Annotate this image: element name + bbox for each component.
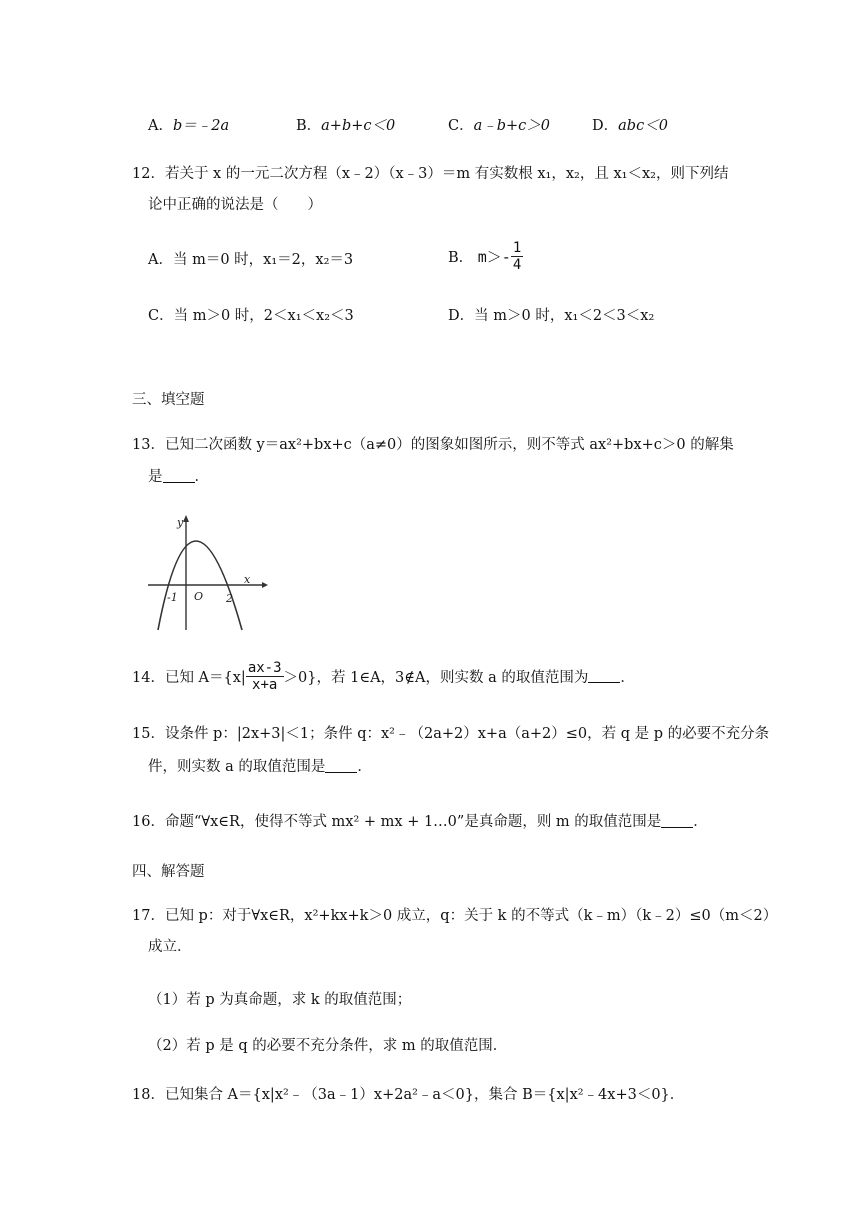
q18-line: 18．已知集合 A＝{x|x²﹣（3a﹣1）x+2a²﹣a＜0}，集合 B＝{x|x²﹣4x+3＜0}． <box>132 1087 685 1103</box>
y-axis-label: y <box>177 516 184 529</box>
q12-option-a: A．当 m＝0 时，x₁＝2，x₂＝3 <box>148 252 354 268</box>
q12-option-b-fraction: $\frac{1}{4}$ <box>512 240 522 273</box>
x-axis-arrow <box>262 582 268 588</box>
q11-option-b: B．a+b+c＜0 <box>296 118 396 134</box>
q11-option-d: D．abc＜0 <box>592 118 668 134</box>
q11-option-c: C．a﹣b+c＞0 <box>448 118 551 134</box>
q17-sub1: （1）若 p 为真命题，求 k 的取值范围； <box>148 992 412 1008</box>
tick-label-2: 2 <box>226 592 233 605</box>
q12-line1: 12．若关于 x 的一元二次方程（x﹣2）（x﹣3）＝m 有实数根 x₁，x₂，且 x₁＜x₂，则下列结 <box>132 166 729 182</box>
q12-option-d: D．当 m＞0 时，x₁＜2＜3＜x₂ <box>448 308 655 324</box>
tick-label-neg1: -1 <box>167 591 178 604</box>
q14-fraction: $\frac{ax-3}{x+a}$ <box>247 660 282 693</box>
q17-line2: 成立． <box>148 939 192 955</box>
section-title-fill-in: 三、填空题 <box>132 392 205 408</box>
y-axis-arrow <box>183 515 189 522</box>
q13-line1: 13．已知二次函数 y＝ax²+bx+c（a≠0）的图象如图所示，则不等式 ax²+bx+c＞0 的解集 <box>132 437 734 453</box>
q14-line: 14．已知 A＝{x| $\frac{ax-3}{x+a}$ ＞0}，若 1∈A，3∉A，则实数 a 的取值范围为 ． <box>132 660 635 693</box>
origin-label: O <box>194 590 204 603</box>
q17-sub2: （2）若 p 是 q 的必要不充分条件，求 m 的取值范围． <box>148 1038 508 1054</box>
section-title-solutions: 四、解答题 <box>132 864 205 880</box>
q15-line2: 件，则实数 a 的取值范围是 ． <box>148 759 372 775</box>
x-axis-label: x <box>244 573 251 586</box>
q16-line: 16．命题“∀x∈R，使得不等式 mx² + mx + 1…0”是真命题，则 m 的取值范围是 ． <box>132 814 708 830</box>
q15-answer-blank[interactable] <box>325 760 357 773</box>
q14-answer-blank[interactable] <box>588 670 620 683</box>
q13-line2: 是 ． <box>148 469 209 485</box>
q17-line1: 17．已知 p：对于∀x∈R，x²+kx+k＞0 成立，q：关于 k 的不等式（k﹣m）（k﹣2）≤0（m＜2） <box>132 908 778 924</box>
q12-line2: 论中正确的说法是（ ） <box>148 197 322 213</box>
q12-option-b: B． m＞- $\frac{1}{4}$ <box>448 240 522 273</box>
q16-answer-blank[interactable] <box>661 815 693 828</box>
q11-option-a: A．b＝﹣2a <box>148 118 230 134</box>
q13-parabola-graph <box>144 512 269 634</box>
q13-answer-blank[interactable] <box>163 470 195 483</box>
q12-option-c: C．当 m＞0 时，2＜x₁＜x₂＜3 <box>148 308 354 324</box>
q15-line1: 15．设条件 p：|2x+3|＜1；条件 q：x²﹣（2a+2）x+a（a+2）≤0，若 q 是 p 的必要不充分条 <box>132 726 770 742</box>
